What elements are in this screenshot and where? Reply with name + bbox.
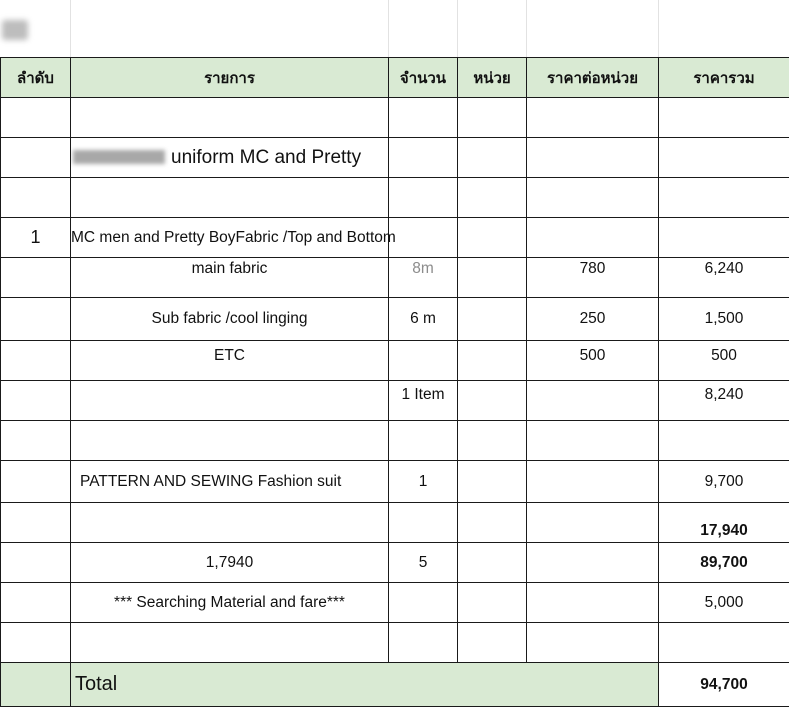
header-item: รายการ (71, 58, 389, 98)
quotation-table (0, 57, 789, 707)
top-empty-row (0, 0, 789, 57)
sub-fabric-qty[interactable]: 6 m (389, 298, 458, 341)
header-total: ราคารวม (659, 58, 789, 98)
sub-fabric-total[interactable]: 1,500 (659, 298, 789, 341)
total-label[interactable]: Total (71, 663, 659, 707)
table-row (1, 381, 789, 421)
pattern-total[interactable]: 9,700 (659, 461, 789, 503)
multi-desc[interactable]: 1,7940 (71, 543, 389, 583)
item-desc-cell[interactable] (71, 218, 396, 258)
pattern-qty[interactable]: 1 (389, 461, 458, 503)
table-row (1, 98, 789, 138)
sub-fabric-price[interactable]: 250 (527, 298, 659, 341)
search-total[interactable]: 5,000 (659, 583, 789, 623)
table-row (1, 583, 789, 623)
table-row (1, 258, 789, 298)
table-row (1, 461, 789, 503)
etc-total[interactable]: 500 (659, 341, 789, 381)
sub-fabric-desc[interactable]: Sub fabric /cool linging (71, 298, 389, 341)
sum1-total[interactable]: 17,940 (659, 503, 789, 543)
title-text: uniform MC and Pretty (171, 146, 362, 168)
main-fabric-desc[interactable]: main fabric (71, 258, 389, 298)
multi-total[interactable]: 89,700 (659, 543, 789, 583)
header-row (1, 58, 789, 98)
table-row (1, 341, 789, 381)
redacted-name (73, 150, 165, 164)
item-desc-text: MC men and Pretty BoyFabric /Top and Bottom (71, 228, 396, 246)
total-row (1, 663, 789, 707)
header-no: ลำดับ (1, 58, 71, 98)
blurred-mark (2, 20, 28, 40)
etc-price[interactable]: 500 (527, 341, 659, 381)
table-row (1, 543, 789, 583)
header-qty: จำนวน (389, 58, 458, 98)
search-desc[interactable]: *** Searching Material and fare*** (71, 583, 389, 623)
pattern-desc[interactable]: PATTERN AND SEWING Fashion suit (71, 461, 389, 503)
multi-qty[interactable]: 5 (389, 543, 458, 583)
etc-desc[interactable]: ETC (71, 341, 389, 381)
item-no-cell[interactable]: 1 (1, 218, 71, 258)
subtotal-qty[interactable]: 1 Item (389, 381, 458, 421)
table-row (1, 503, 789, 543)
table-row (1, 623, 789, 663)
subtotal-total[interactable]: 8,240 (659, 381, 789, 421)
table-row (1, 178, 789, 218)
table-row (1, 298, 789, 341)
main-fabric-total[interactable]: 6,240 (659, 258, 789, 298)
table-row (1, 218, 789, 258)
grand-total[interactable]: 94,700 (659, 663, 789, 707)
main-fabric-price[interactable]: 780 (527, 258, 659, 298)
header-unit: หน่วย (458, 58, 527, 98)
table-row (1, 138, 789, 178)
header-unit-price: ราคาต่อหน่วย (527, 58, 659, 98)
title-cell[interactable] (71, 138, 389, 178)
main-fabric-qty[interactable]: 8m (389, 258, 458, 298)
table-row (1, 421, 789, 461)
